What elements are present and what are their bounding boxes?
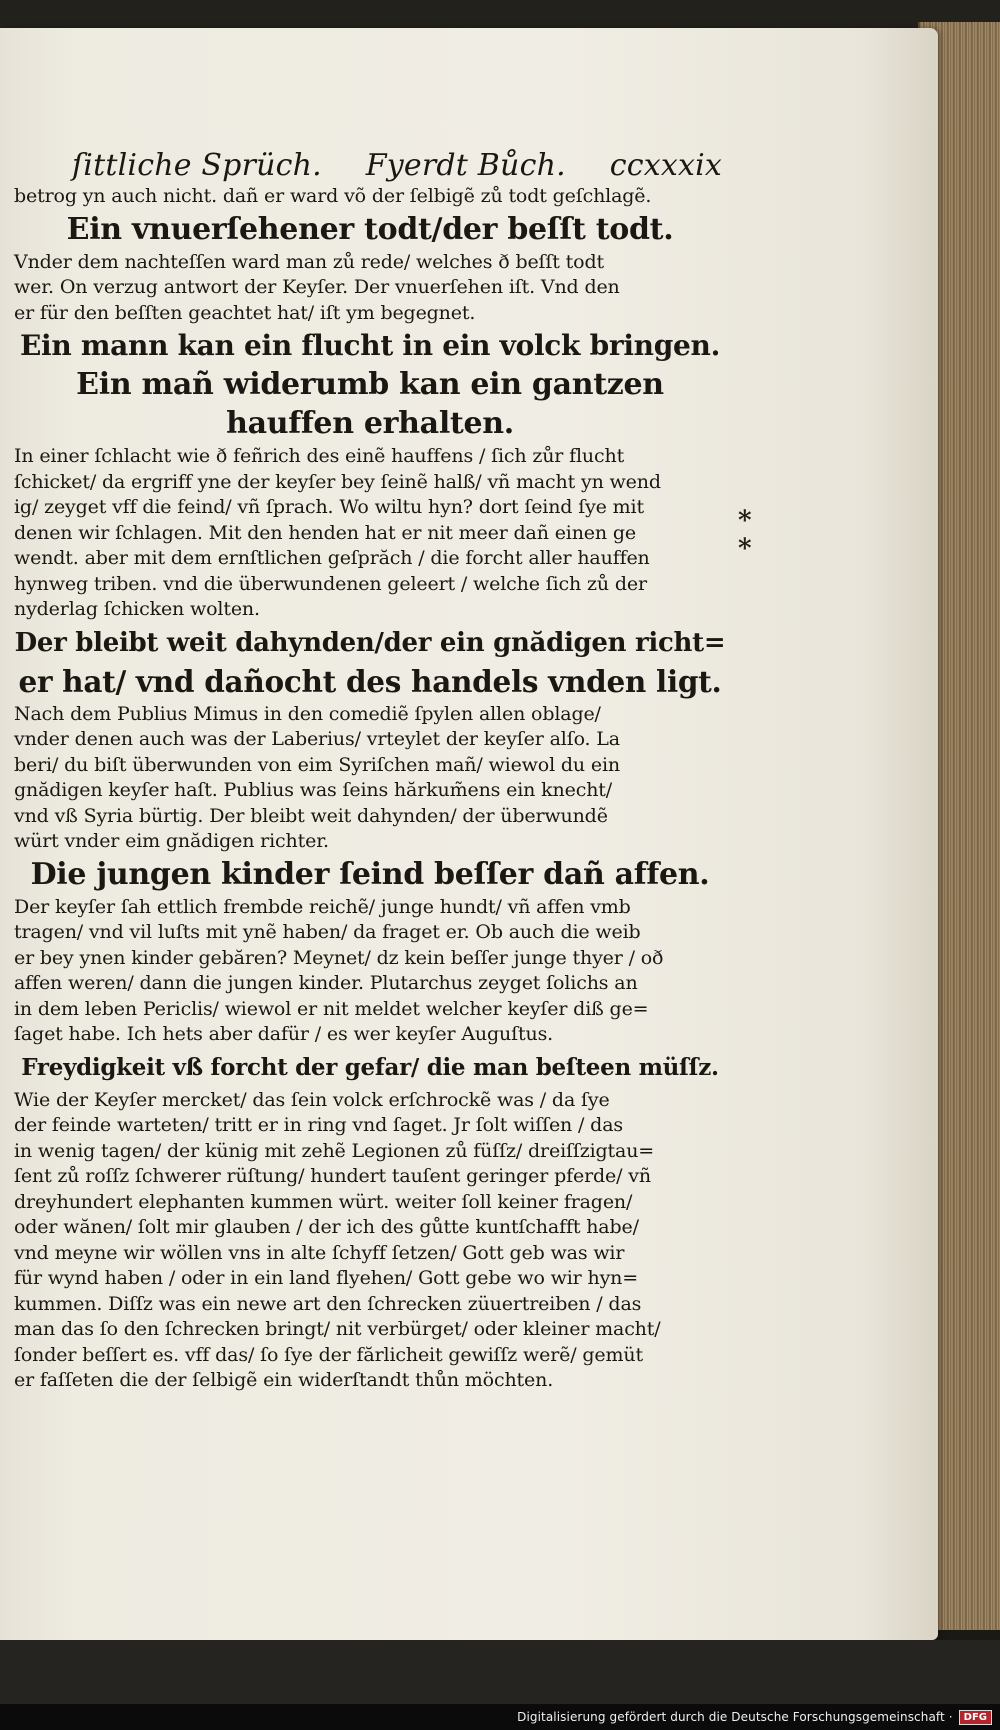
body-line: in dem leben Periclis/ wiewol er nit meldet welcher keyſer diß ge= <box>14 997 649 1020</box>
dfg-logo: DFG <box>959 1710 992 1725</box>
body-line: ig/ zeyget vff die feind/ vñ ſprach. Wo wiltu hyn? dort ſeind ſye mit <box>14 496 644 518</box>
body-line: affen weren/ dann die jungen kinder. Plutarchus zeyget ſolichs an <box>14 972 638 994</box>
body-line: in wenig tagen/ der künig mit zehẽ Legionen zů füſſz/ dreiſſzigtau= <box>14 1139 655 1162</box>
margin-asterisk: * <box>738 506 752 536</box>
section-5 <box>14 1049 726 1394</box>
opening-line: betrog yn auch nicht. dañ er ward võ der ſelbigẽ zů todt geſchlagẽ. <box>14 185 652 207</box>
body-line: ſchicket/ da ergriff yne der keyſer bey ſeinẽ halß/ vñ macht yn wend <box>14 470 661 493</box>
body-line: kummen. Diſſz was ein newe art den ſchrecken züuertreiben / das <box>14 1292 642 1315</box>
section-heading: hauffen erhalten. <box>226 406 514 441</box>
body-line: ſonder beſſert es. vff das/ ſo ſye der fărlicheit gewiſſz werẽ/ gemüt <box>14 1343 643 1366</box>
body-line: Wie der Keyſer mercket/ das ſein volck erſchrockẽ was / da ſye <box>14 1088 610 1111</box>
body-line: denen wir ſchlagen. Mit den henden hat er nit meer dañ einen ge <box>14 521 636 544</box>
section-heading: Ein mañ widerumb kan ein gantzen <box>76 367 664 402</box>
book-page <box>0 28 938 1640</box>
body-line: tragen/ vnd vil luſts mit ynẽ haben/ da fraget er. Ob auch die weib <box>14 921 641 943</box>
body-line: gnădigen keyſer haſt. Publius was ſeins hărkum̃ens ein knecht/ <box>14 779 613 801</box>
body-line: oder wănen/ ſolt mir glauben / der ich des gůtte kuntſchafft habe/ <box>14 1216 639 1238</box>
section-2 <box>14 327 726 623</box>
body-line: er bey ynen kinder gebăren? Meynet/ dz kein beſſer junge thyer / oð <box>14 946 664 969</box>
text-block <box>14 148 726 1394</box>
running-head-center: Fyerdt Bůch. <box>365 148 566 183</box>
footer-credit: Digitalisierung gefördert durch die Deutsche Forschungsgemeinschaft · <box>517 1710 953 1724</box>
body-line: man das ſo den ſchrecken bringt/ nit verbürget/ oder kleiner macht/ <box>14 1318 661 1340</box>
body-line: der feinde warteten/ tritt er in ring vnd ſaget. Jr ſolt wiſſen / das <box>14 1114 623 1136</box>
body-line: nyderlag ſchicken wolten. <box>14 598 260 620</box>
body-line: ſent zů roſſz ſchwerer rüſtung/ hundert tauſent geringer pferde/ vñ <box>14 1165 651 1187</box>
section-heading: Freydigkeit vß forcht der gefar/ die man beſteen müſſz. <box>21 1053 719 1081</box>
body-line: hynweg triben. vnd die überwundenen geleert / welche ſich zů der <box>14 572 647 595</box>
body-line: Nach dem Publius Mimus in den comediẽ ſpylen allen oblage/ <box>14 702 601 725</box>
body-line: Vnder dem nachteſſen ward man zů rede/ welches ð beſſt todt <box>14 250 604 273</box>
body-line: vnder denen auch was der Laberius/ vrteylet der keyſer alſo. La <box>14 728 620 750</box>
body-line: wer. On verzug antwort der Keyſer. Der vnuerſehen iſt. Vnd den <box>14 276 620 298</box>
body-line: In einer ſchlacht wie ð feñrich des einẽ hauffens / ſich zůr flucht <box>14 445 625 467</box>
folio-number: ccxxxix <box>609 148 722 183</box>
body-line: ſaget habe. Ich hets aber dafür / es wer keyſer Auguſtus. <box>14 1023 554 1045</box>
body-line: Der keyſer ſah ettlich frembde reichẽ/ junge hundt/ vñ affen vmb <box>14 895 631 918</box>
body-line: wendt. aber mit dem ernſtlichen geſprăch / die forcht aller hauffen <box>14 547 650 569</box>
section-3 <box>14 624 726 855</box>
body-line: beri/ du biſt überwunden von eim Syriſchen mañ/ wiewol du ein <box>14 753 620 776</box>
footer-bar <box>0 1704 1000 1730</box>
body-line: er für den beſſten geachtet hat/ iſt ym begegnet. <box>14 301 476 324</box>
section-heading: Ein mann kan ein flucht in ein volck bringen. <box>19 329 721 362</box>
section-heading: er hat/ vnd dañocht des handels vnden ligt. <box>18 663 722 699</box>
body-line: vnd meyne wir wöllen vns in alte ſchyff ſetzen/ Gott geb was wir <box>14 1241 625 1264</box>
section-heading: Der bleibt weit dahynden/der ein gnădigen richt= <box>14 627 726 658</box>
body-line: würt vnder eim gnădigen richter. <box>14 830 329 852</box>
body-line: er faſſeten die der ſelbigẽ ein widerſtandt thůn möchten. <box>14 1369 554 1391</box>
section-1 <box>14 211 726 327</box>
section-heading: Die jungen kinder ſeind beſſer dañ affen. <box>30 856 710 892</box>
body-line: dreyhundert elephanten kummen würt. weiter ſoll keiner fragen/ <box>14 1190 633 1213</box>
section-heading: Ein vnuerſehener todt/der beſſt todt. <box>66 211 674 247</box>
body-line: vnd vß Syria bürtig. Der bleibt weit dahynden/ der überwundẽ <box>14 804 608 827</box>
body-line: für wynd haben / oder in ein land flyehen/ Gott gebe wo wir hyn= <box>14 1267 639 1289</box>
running-head-left: ſittliche Sprüch. <box>72 148 322 183</box>
margin-asterisk: * <box>738 534 752 564</box>
section-4 <box>14 856 726 1048</box>
running-head <box>72 148 722 184</box>
